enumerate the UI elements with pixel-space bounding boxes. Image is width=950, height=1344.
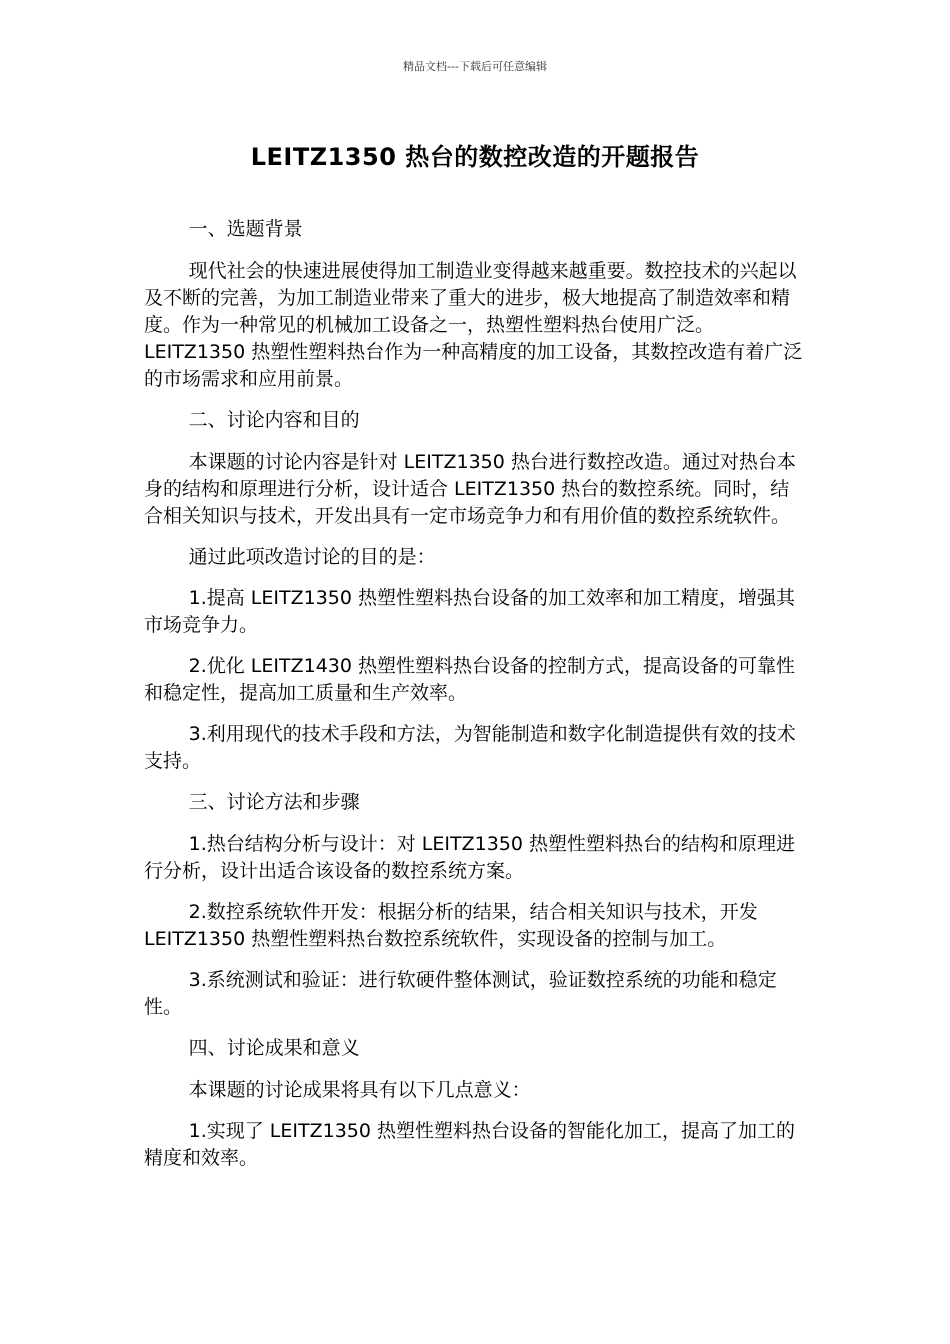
- paragraph-results-intro: 本课题的讨论成果将具有以下几点意义：: [188, 1079, 531, 1101]
- list-item-purpose-3: 3.利用现代的技术手段和方法，为智能制造和数字化制造提供有效的技术支持。: [144, 723, 796, 772]
- list-item-method-3: 3.系统测试和验证：进行软硬件整体测试，验证数控系统的功能和稳定性。: [144, 969, 777, 1018]
- list-item-purpose-2: 2.优化 LEITZ1430 热塑性塑料热台设备的控制方式，提高设备的可靠性和稳定性，提高加工质量和生产效率。: [144, 655, 796, 704]
- list-item-purpose-1: 1.提高 LEITZ1350 热塑性塑料热台设备的加工效率和加工精度，增强其市场竞争力。: [144, 587, 796, 636]
- list-item-result-1: 1.实现了 LEITZ1350 热塑性塑料热台设备的智能化加工，提高了加工的精度和效率。: [144, 1120, 796, 1169]
- section-heading-methods: 三、讨论方法和步骤: [188, 791, 360, 813]
- section-heading-background: 一、选题背景: [188, 218, 303, 240]
- document-title: LEITZ1350 热台的数控改造的开题报告: [250, 143, 700, 171]
- paragraph-background: 现代社会的快速进展使得加工制造业变得越来越重要。数控技术的兴起以及不断的完善，为加工制造业带来了重大的进步，极大地提高了制造效率和精度。作为一种常见的机械加工设备之一，热塑性塑料热台使用广泛。LEITZ1350 热塑性塑料热台作为一种高精度的加工设备，其数控改造有着广泛的市场需求和应用前景。: [144, 260, 803, 390]
- section-heading-content-purpose: 二、讨论内容和目的: [188, 409, 360, 431]
- document-body: [144, 216, 808, 1186]
- paragraph-purpose-intro: 通过此项改造讨论的目的是：: [188, 546, 436, 568]
- section-heading-results: 四、讨论成果和意义: [188, 1037, 360, 1059]
- page-header-note: 精品文档---下载后可任意编辑: [403, 60, 547, 73]
- paragraph-content: 本课题的讨论内容是针对 LEITZ1350 热台进行数控改造。通过对热台本身的结构和原理进行分析，设计适合 LEITZ1350 热台的数控系统。同时，结合相关知识与技术，开发出具有一定市场竞争力和有用价值的数控系统软件。: [144, 451, 796, 527]
- list-item-method-2: 2.数控系统软件开发：根据分析的结果，结合相关知识与技术，开发 LEITZ1350 热塑性塑料热台数控系统软件，实现设备的控制与加工。: [144, 901, 758, 950]
- list-item-method-1: 1.热台结构分析与设计：对 LEITZ1350 热塑性塑料热台的结构和原理进行分析，设计出适合该设备的数控系统方案。: [144, 833, 796, 882]
